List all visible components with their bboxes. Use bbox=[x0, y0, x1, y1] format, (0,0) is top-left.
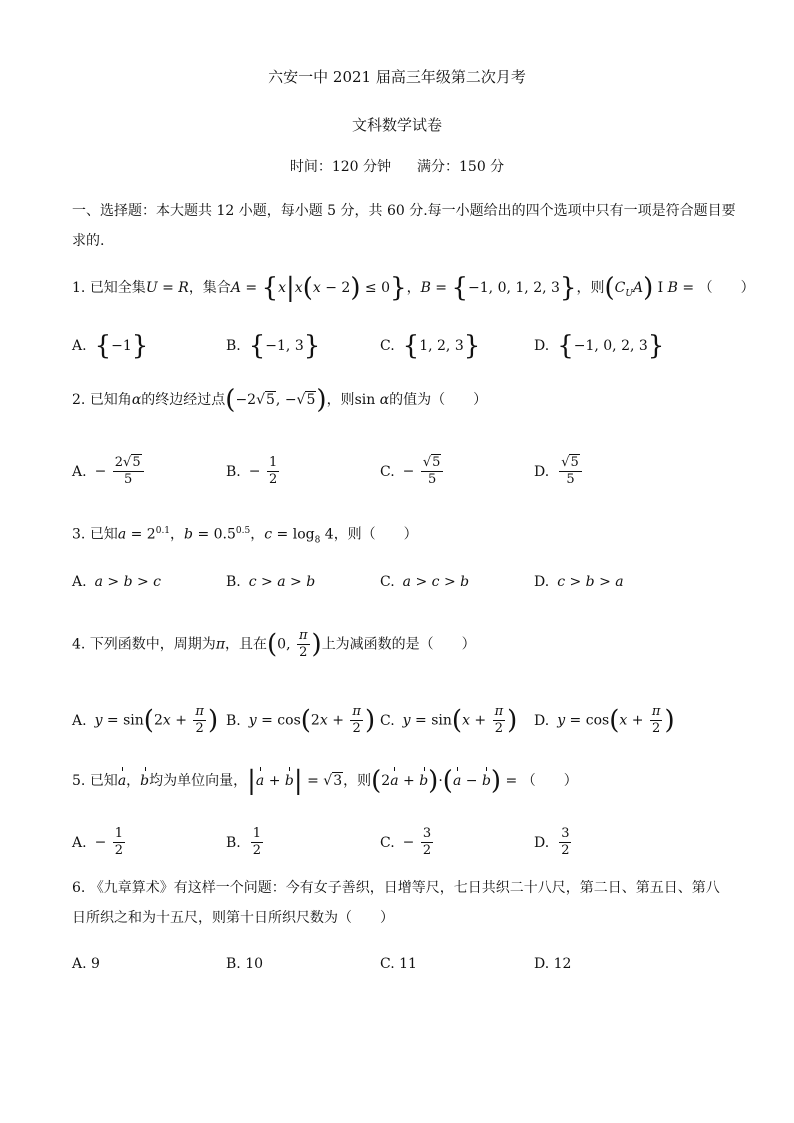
option-c[interactable]: C. 11 bbox=[380, 956, 417, 972]
option-b[interactable]: B. c > a > b bbox=[226, 574, 316, 590]
option-d[interactable]: D. c > b > a bbox=[534, 574, 624, 590]
question-3: 3. 已知$a = 2^{0.1}$，$b = 0.5^{0.5}$，$c = \log_8 4$，则（ ） bbox=[72, 526, 418, 546]
option-d[interactable]: D. $\frac{3}{2}$ bbox=[534, 826, 570, 858]
question-2: 2. 已知角α的终边经过点(−2√5, −√5)，则sin α的值为（ ） bbox=[72, 385, 488, 415]
math-q1-set-b: B bbox=[420, 280, 431, 296]
section-instructions-line2: 求的. bbox=[72, 233, 105, 249]
option-c[interactable]: C. a > c > b bbox=[380, 574, 470, 590]
option-a[interactable]: A. {−1} bbox=[72, 331, 149, 361]
option-b[interactable]: B. {−1, 3} bbox=[226, 331, 321, 361]
section-instructions-line1: 一、选择题：本大题共 12 小题，每小题 5 分，共 60 分.每一小题给出的四个选项中只有一项是符合题目要 bbox=[72, 203, 736, 219]
paper-title: 文科数学试卷 bbox=[351, 116, 442, 134]
option-a[interactable]: A. − $\frac{2√5}{5}$ bbox=[72, 455, 146, 488]
math-q1-universal: U bbox=[145, 280, 158, 296]
question-4: 4. 下列函数中，周期为π，且在(0, $\frac{\pi}{2}$ )上为减函数的是（ ） bbox=[72, 628, 476, 660]
option-d[interactable]: D. $\frac{√5}{5}$ bbox=[534, 455, 584, 488]
school-title: 六安一中 2021 届高三年级第二次月考 bbox=[268, 68, 526, 86]
option-a[interactable]: A. a > b > c bbox=[72, 574, 162, 590]
option-a[interactable]: A. 9 bbox=[72, 956, 100, 972]
option-c[interactable]: C. − $\frac{√5}{5}$ bbox=[380, 455, 445, 488]
question-6: 6. 《九章算术》有这样一个问题：今有女子善织，日增等尺，七日共织二十八尺，第二日、第五日、第八 bbox=[72, 880, 720, 896]
option-c[interactable]: C. {1, 2, 3} bbox=[380, 331, 481, 361]
option-d[interactable]: D. y = cos(x + $\frac{\pi}{2}$ ) bbox=[534, 704, 675, 736]
question-5: 5. 已知a，b均为单位向量，|a + b| = √3，则(2a + b)·(a − b) = （ ） bbox=[72, 766, 578, 796]
math-q1-set-a: A bbox=[230, 280, 241, 296]
option-d[interactable]: D. {−1, 0, 2, 3} bbox=[534, 331, 665, 361]
full-score: 满分：150 分 bbox=[417, 159, 505, 175]
option-b[interactable]: B. − $\frac{1}{2}$ bbox=[226, 455, 278, 487]
option-a[interactable]: A. − $\frac{1}{2}$ bbox=[72, 826, 124, 858]
option-b[interactable]: B. 10 bbox=[226, 956, 264, 972]
time-limit: 时间：120 分钟 bbox=[289, 159, 391, 175]
option-b[interactable]: B. y = cos(2x + $\frac{\pi}{2}$ ) bbox=[226, 704, 376, 736]
question-6-line2: 日所织之和为十五尺，则第十日所织尺数为（ ） bbox=[72, 910, 394, 926]
exam-info bbox=[0, 156, 794, 176]
option-b[interactable]: B. $\frac{1}{2}$ bbox=[226, 826, 262, 858]
option-a[interactable]: A. y = sin(2x + $\frac{\pi}{2}$ ) bbox=[72, 704, 219, 736]
option-c[interactable]: C. y = sin(x + $\frac{\pi}{2}$ ) bbox=[380, 704, 518, 736]
option-d[interactable]: D. 12 bbox=[534, 956, 572, 972]
question-1: 1. 已知全集U = R，集合A = {x|x(x − 2) ≤ 0}，B = {−1, 0, 1, 2, 3}，则$(C_UA)$ I B = （ ） bbox=[72, 273, 755, 303]
option-c[interactable]: C. − $\frac{3}{2}$ bbox=[380, 826, 432, 858]
